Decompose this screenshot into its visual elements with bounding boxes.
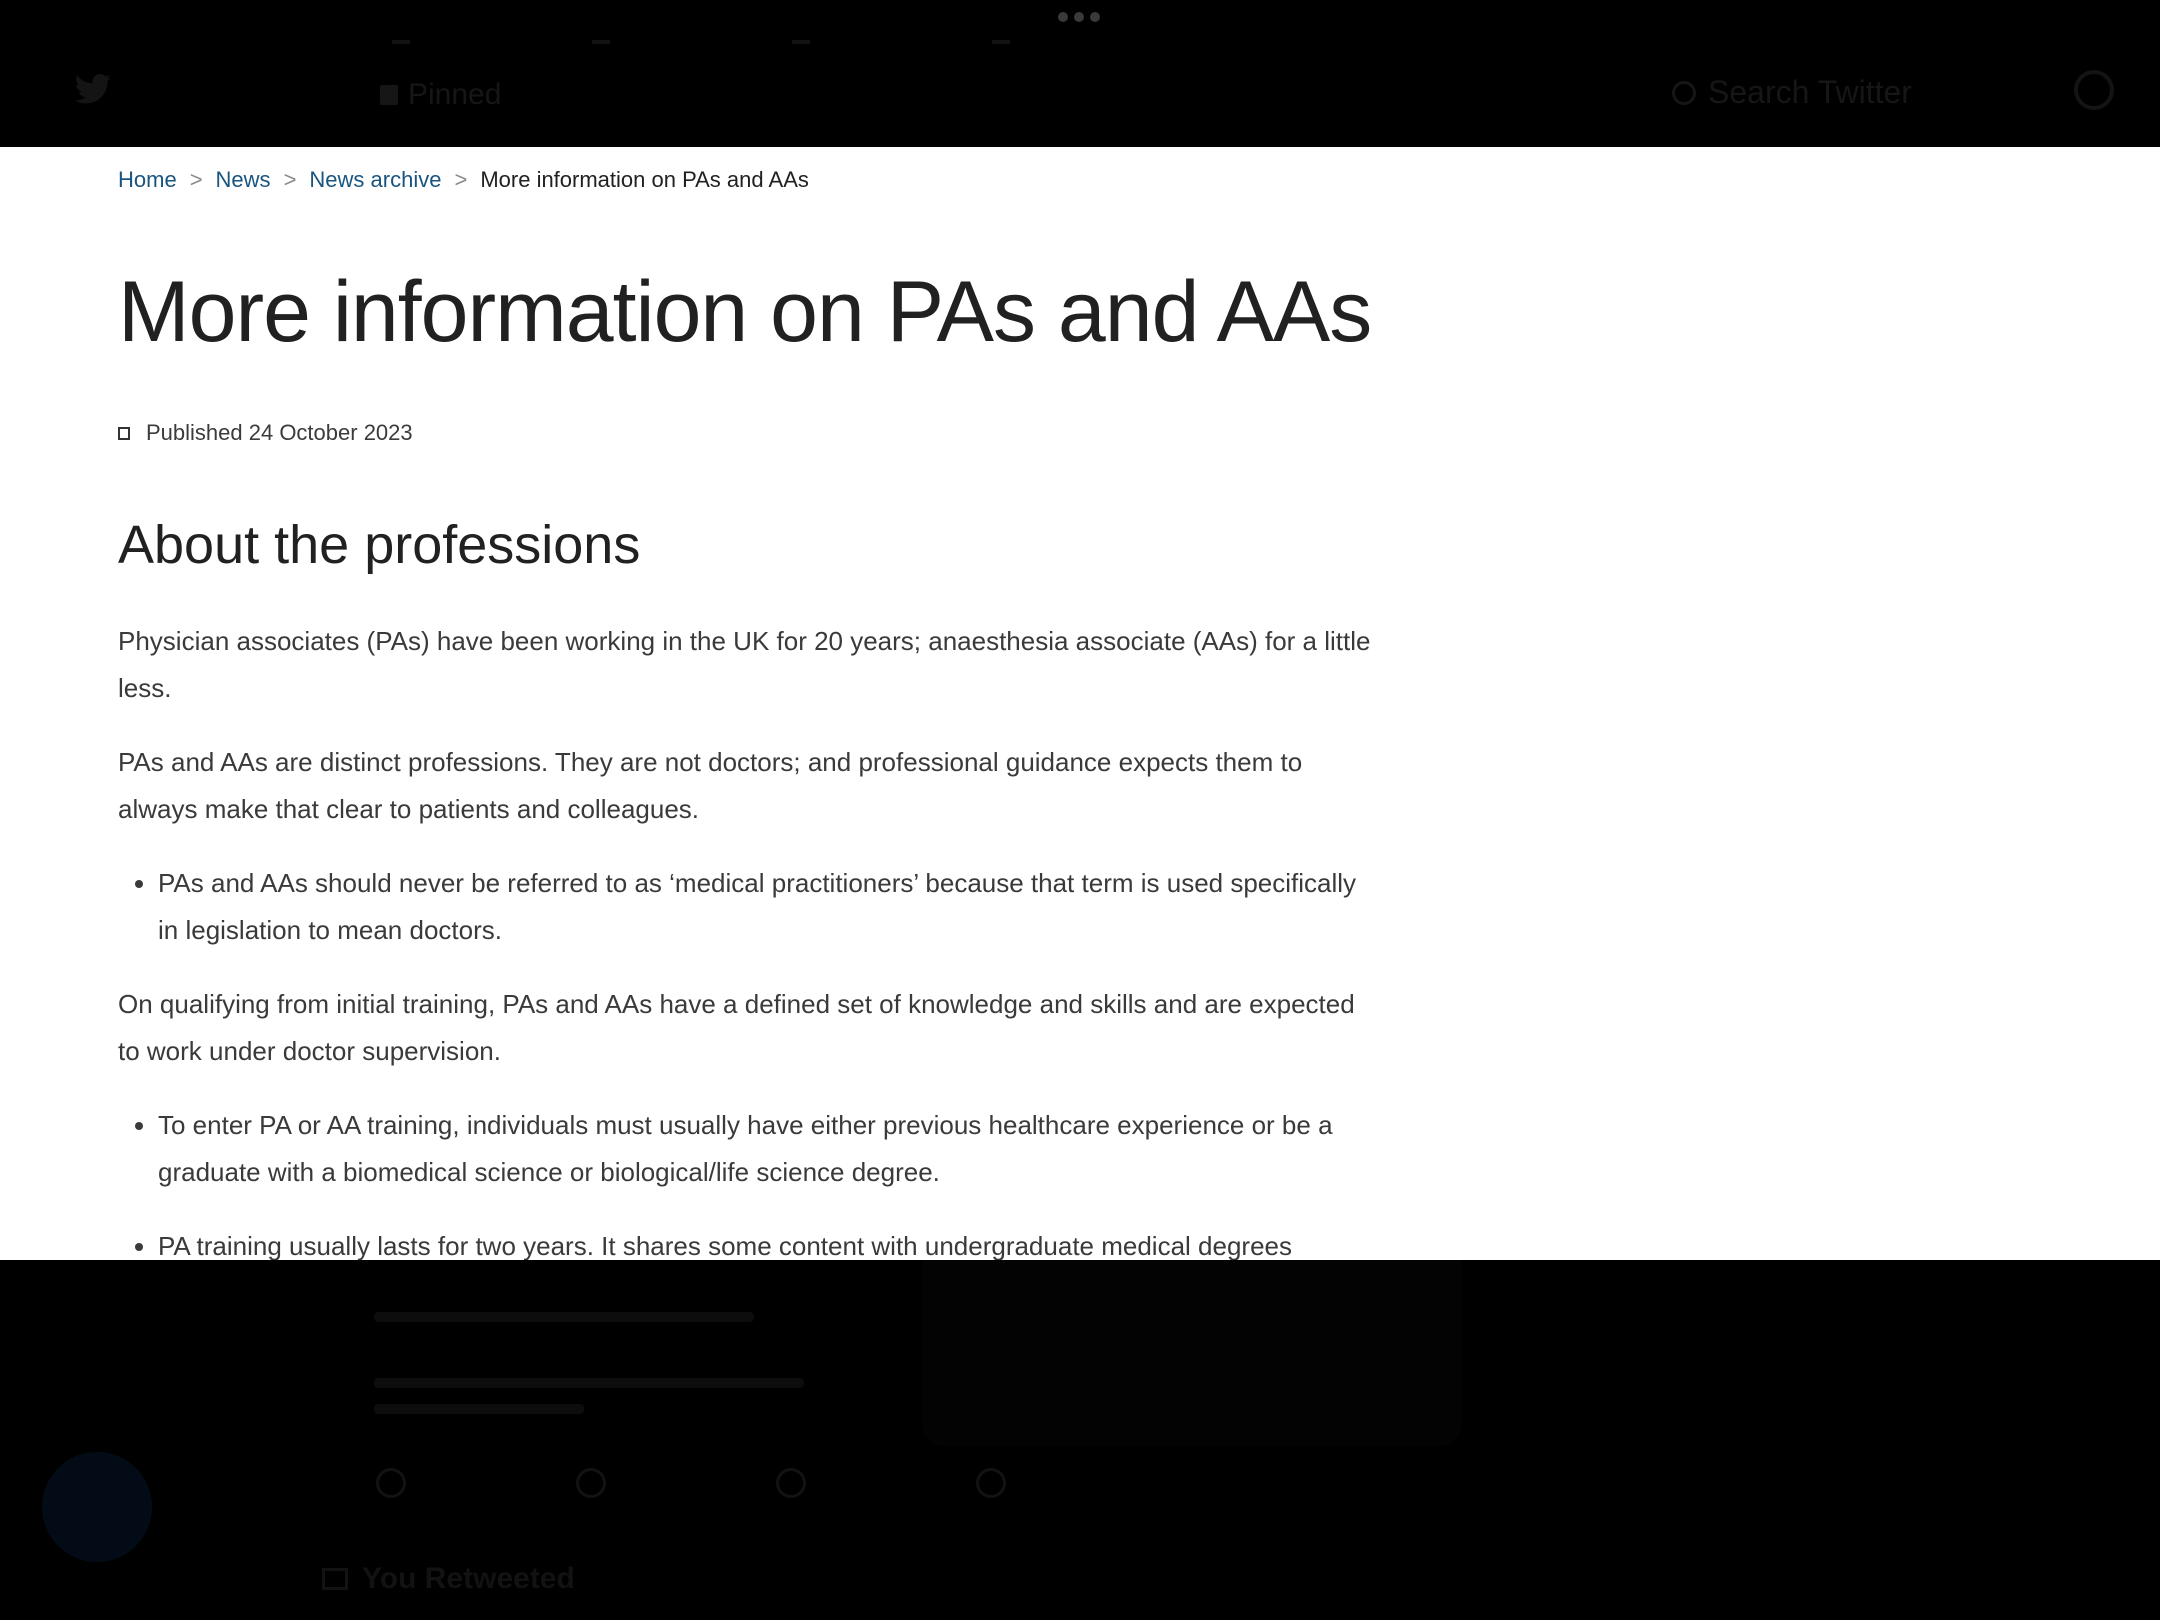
breadcrumb-home[interactable]: Home <box>118 167 177 192</box>
breadcrumb-separator: > <box>189 167 203 192</box>
breadcrumb-current: More information on PAs and AAs <box>480 167 809 192</box>
breadcrumb-separator: > <box>283 167 297 192</box>
background-timeline <box>0 1260 2160 1620</box>
drag-handle[interactable] <box>1058 12 1100 22</box>
pinned-tab[interactable] <box>380 78 501 112</box>
section-heading: About the professions <box>118 515 641 575</box>
faint-text-line <box>374 1378 804 1388</box>
calendar-icon <box>118 427 130 440</box>
gear-icon[interactable] <box>2074 70 2114 110</box>
breadcrumb <box>118 167 809 193</box>
retweet-label: You Retweeted <box>362 1562 575 1595</box>
breadcrumb-news[interactable]: News <box>215 167 271 192</box>
faint-text-line <box>374 1404 584 1414</box>
tweet-actions <box>376 1468 1176 1498</box>
search-twitter-field[interactable] <box>1672 74 1912 111</box>
breadcrumb-separator: > <box>454 167 468 192</box>
list-item: • To enter PA or AA training, individuals must usually have either previous healthcare experience or be a graduate with a biomedical science or biological/life science degree. <box>158 1102 1378 1196</box>
pin-icon <box>380 85 398 105</box>
paragraph: PAs and AAs are distinct professions. They are not doctors; and professional guidance expects them to always make that clear to patients and colleagues. <box>118 747 1303 824</box>
article-page <box>0 147 2160 1260</box>
paragraph: On qualifying from initial training, PAs and AAs have a defined set of knowledge and skills and are expected to work under doctor supervision. <box>118 989 1355 1066</box>
list-item: • PA training usually lasts for two years. It shares some content with undergraduate medical degrees <box>158 1223 1378 1260</box>
retweet-icon[interactable] <box>576 1468 606 1498</box>
published-date <box>118 420 413 446</box>
compose-icon[interactable] <box>42 1452 152 1562</box>
published-text: Published 24 October 2023 <box>146 420 413 445</box>
search-icon <box>1672 81 1696 105</box>
background-top-bar <box>0 0 2160 147</box>
pinned-label: Pinned <box>408 78 502 111</box>
page-title: More information on PAs and AAs <box>118 264 1372 360</box>
retweet-small-icon <box>322 1568 348 1590</box>
like-icon[interactable] <box>776 1468 806 1498</box>
article-body <box>118 618 1378 1260</box>
tweet-media[interactable] <box>922 1260 1462 1446</box>
retweet-indicator <box>322 1562 575 1596</box>
twitter-logo-icon <box>70 70 116 110</box>
bullet-list <box>118 1102 1378 1260</box>
breadcrumb-news-archive[interactable]: News archive <box>309 167 442 192</box>
share-icon[interactable] <box>976 1468 1006 1498</box>
paragraph: Physician associates (PAs) have been working in the UK for 20 years; anaesthesia associate (AAs) for a little less. <box>118 626 1371 703</box>
list-item: • PAs and AAs should never be referred to as ‘medical practitioners’ because that term is used specifically in legislation to mean doctors. <box>158 860 1378 954</box>
bullet-list <box>118 860 1378 954</box>
search-placeholder: Search Twitter <box>1708 74 1912 110</box>
reply-icon[interactable] <box>376 1468 406 1498</box>
faint-text-line <box>374 1312 754 1322</box>
